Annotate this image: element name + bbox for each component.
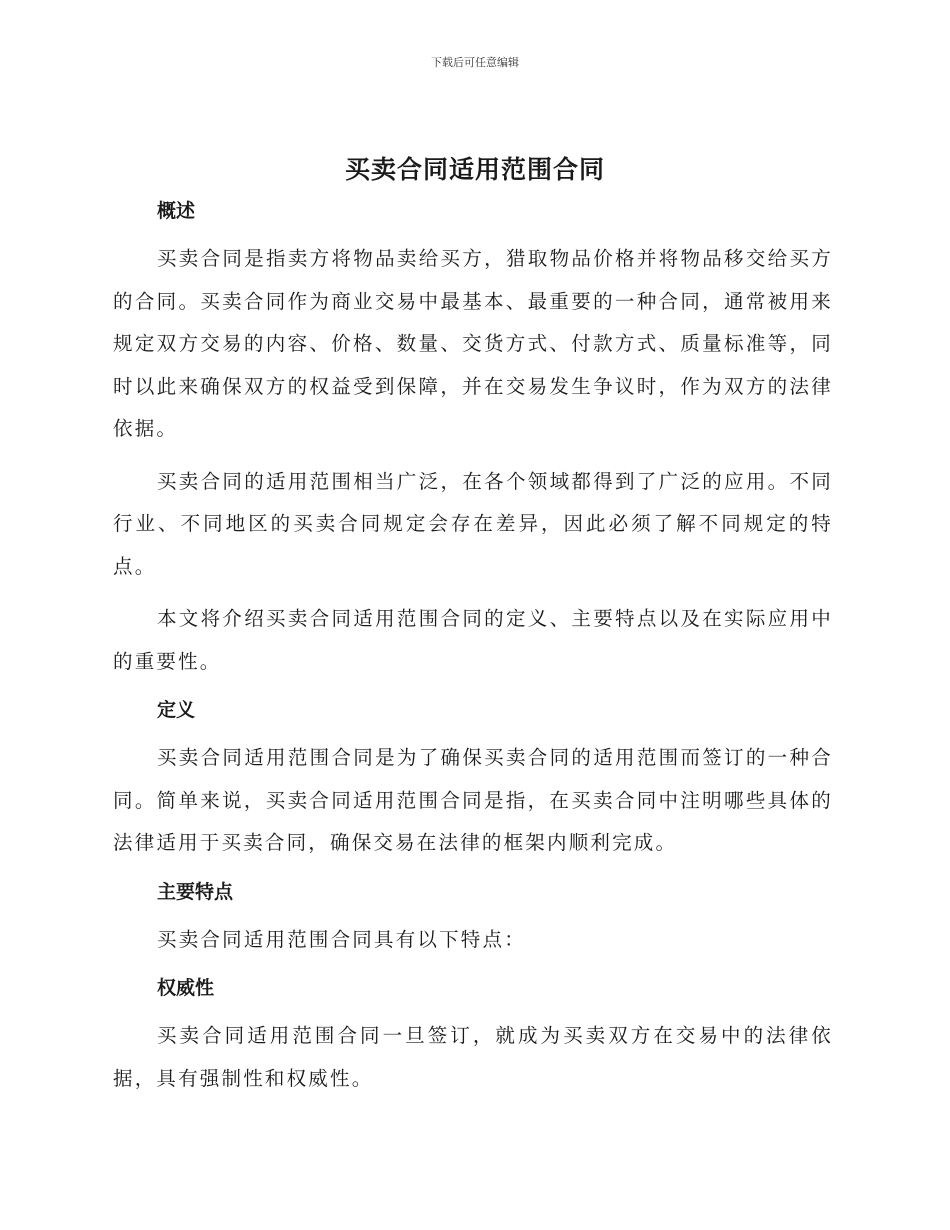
section-heading-definition: 定义 — [157, 699, 196, 721]
overview-paragraph-1: 买卖合同是指卖方将物品卖给买方，猎取物品价格并将物品移交给买方的合同。买卖合同作为商业交易中最基本、最重要的一种合同，通常被用来规定双方交易的内容、价格、数量、交货方式、付款方式、质量标准等，同时以此来确保双方的权益受到保障，并在交易发生争议时，作为双方的法律依据。 — [113, 247, 833, 440]
section-definition — [113, 693, 833, 865]
page-header-note: 下载后可任意编辑 — [431, 56, 519, 69]
section-overview — [113, 194, 833, 683]
main-features-paragraph-1: 买卖合同适用范围合同具有以下特点： — [157, 927, 526, 951]
section-heading-authority: 权威性 — [157, 977, 215, 999]
document-body — [113, 194, 833, 1110]
definition-paragraph-1: 买卖合同适用范围合同是为了确保买卖合同的适用范围而签订的一种合同。简单来说，买卖合同适用范围合同是指，在买卖合同中注明哪些具体的法律适用于买卖合同，确保交易在法律的框架内顺利完成。 — [113, 746, 833, 854]
overview-paragraph-2: 买卖合同的适用范围相当广泛，在各个领域都得到了广泛的应用。不同行业、不同地区的买卖合同规定会存在差异，因此必须了解不同规定的特点。 — [113, 469, 833, 578]
section-heading-overview: 概述 — [157, 200, 196, 222]
document-title: 买卖合同适用范围合同 — [344, 155, 605, 184]
section-authority — [113, 971, 833, 1100]
overview-paragraph-3: 本文将介绍买卖合同适用范围合同的定义、主要特点以及在实际应用中的重要性。 — [113, 607, 833, 673]
section-main-features — [113, 875, 833, 962]
authority-paragraph-1: 买卖合同适用范围合同一旦签订，就成为买卖双方在交易中的法律依据，具有强制性和权威性。 — [113, 1024, 833, 1090]
section-heading-main-features: 主要特点 — [157, 880, 234, 903]
